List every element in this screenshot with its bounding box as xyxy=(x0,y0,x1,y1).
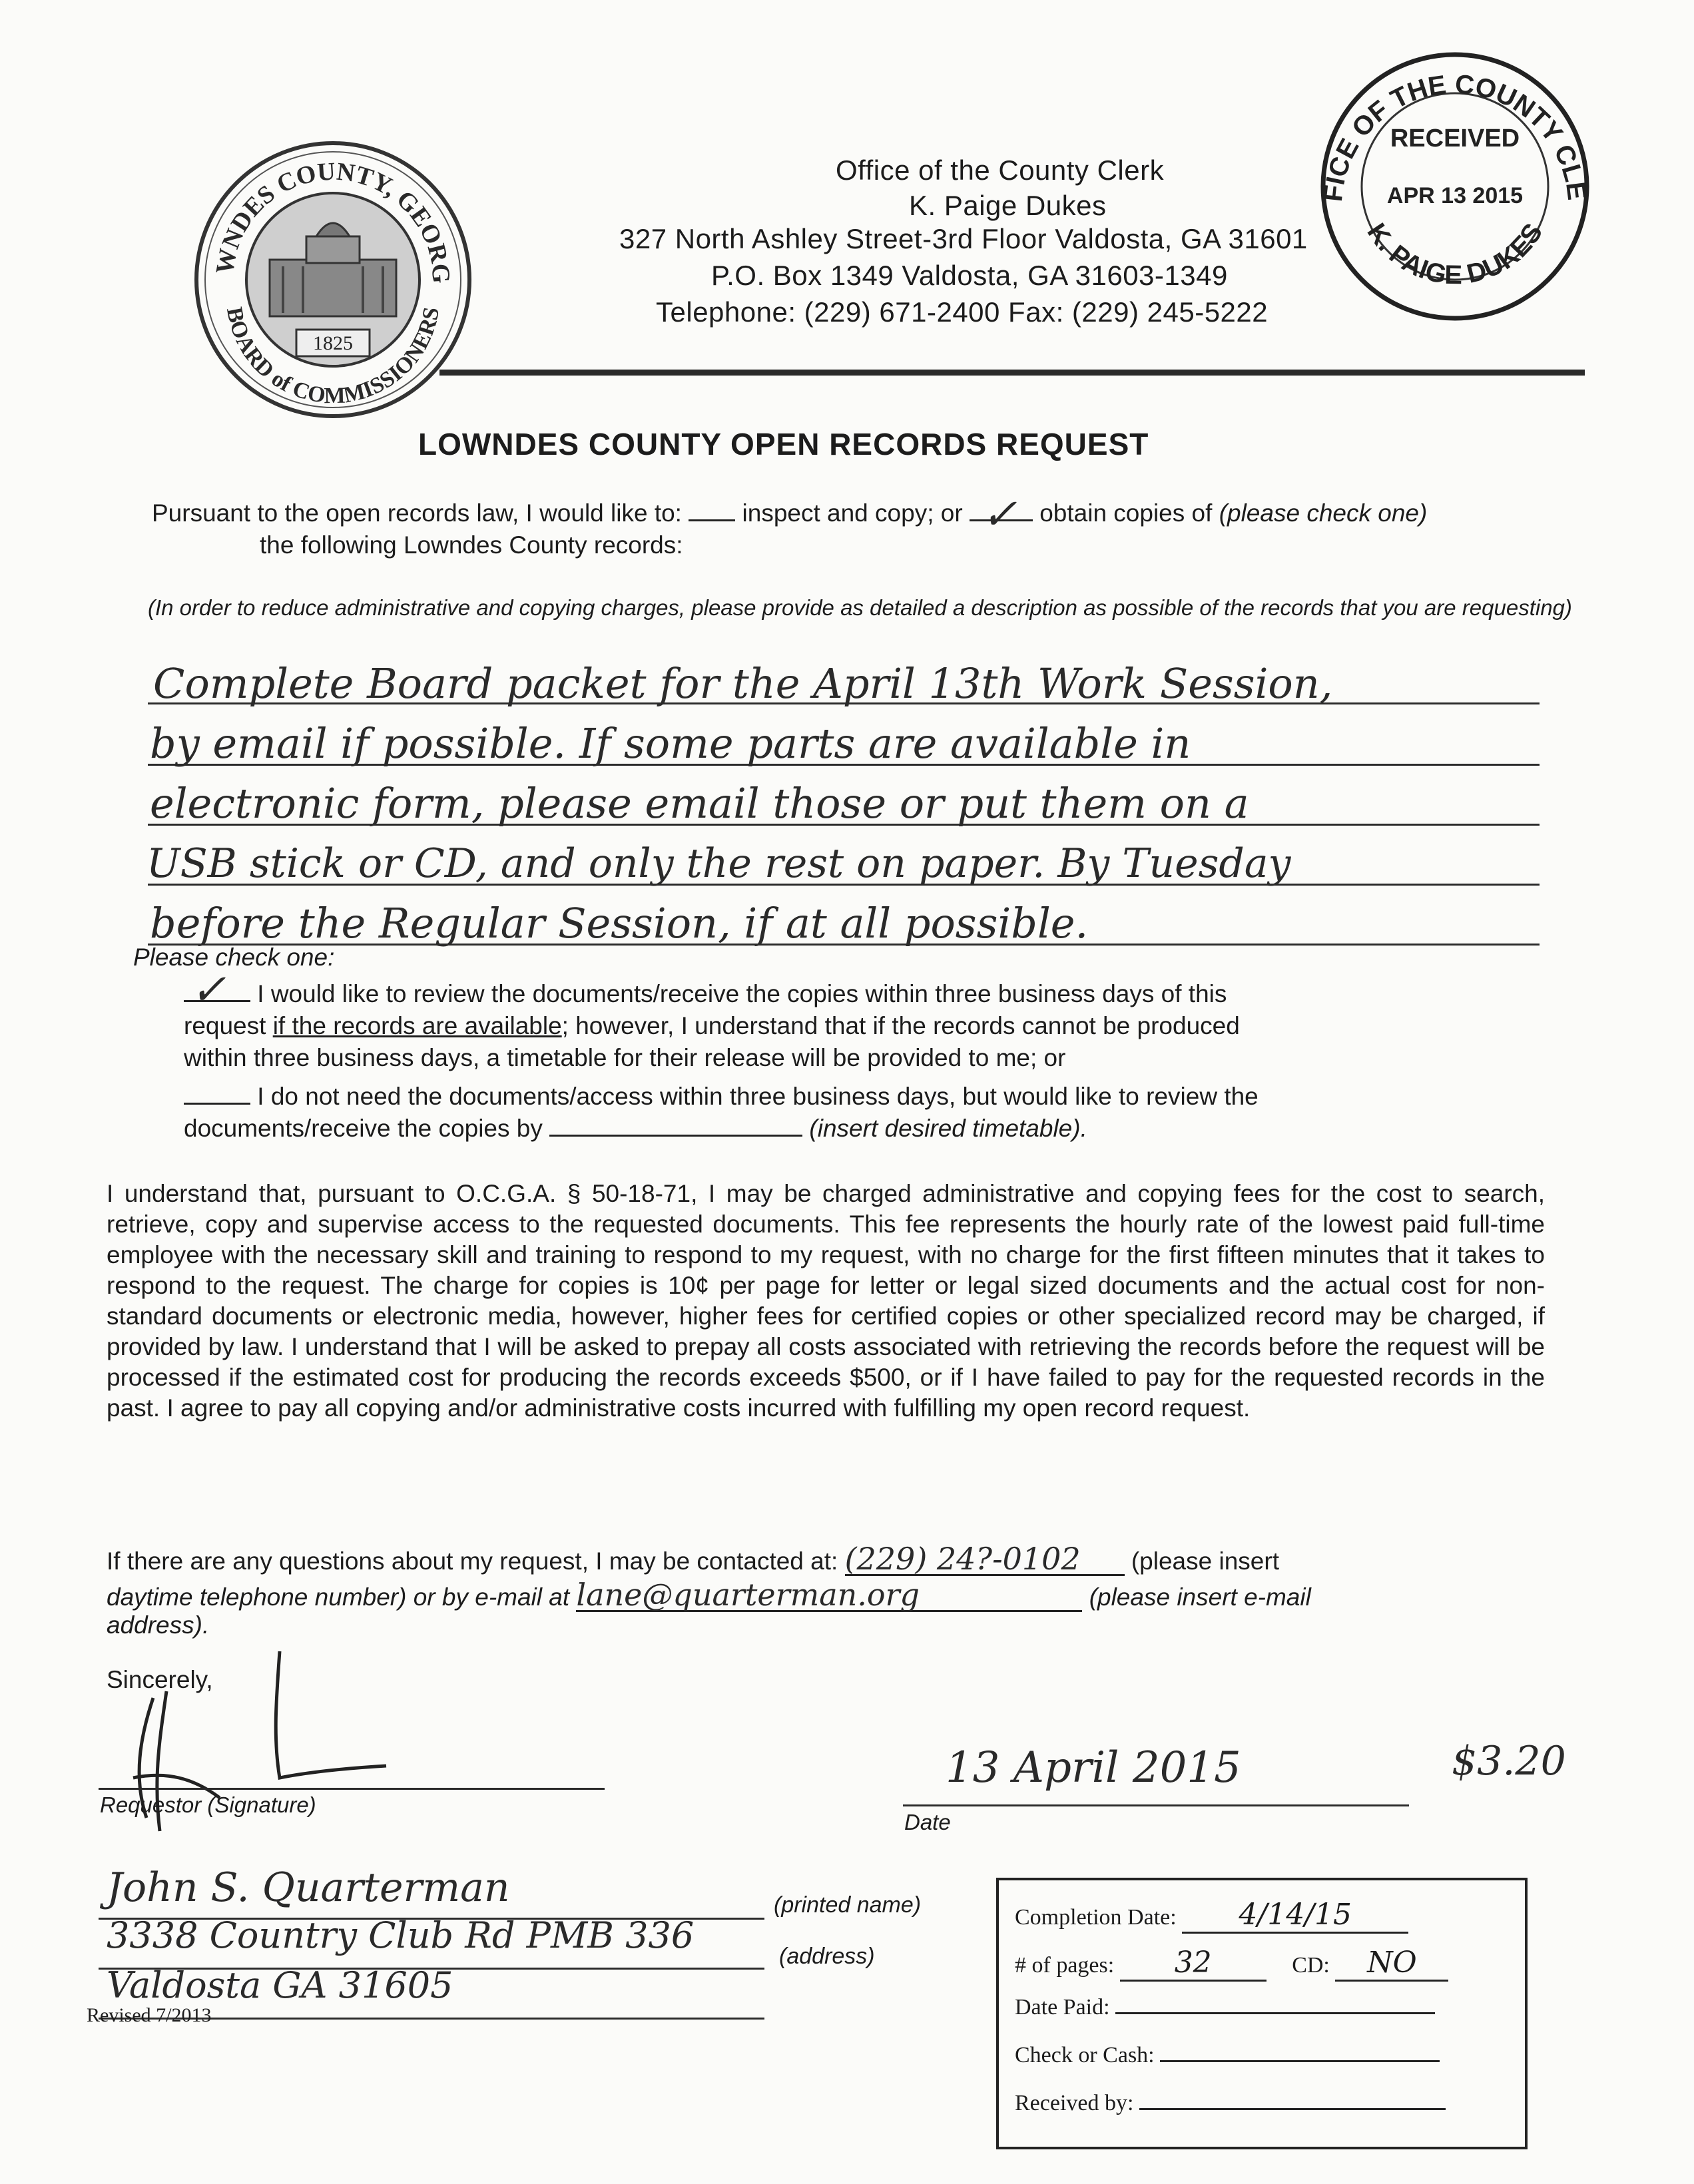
email-field[interactable]: lane@quarterman.org xyxy=(576,1579,1082,1612)
contact-line3: address). xyxy=(107,1611,210,1639)
intro-please-check: (please check one) xyxy=(1219,499,1428,527)
check-mark-icon: ✓ xyxy=(190,965,226,1015)
option1-line2a: request xyxy=(184,1012,266,1039)
request-text-1: Complete Board packet for the April 13th Work Session, xyxy=(153,659,1333,708)
contact-line2-end: (please insert e-mail xyxy=(1089,1583,1311,1611)
stamp-received: RECEIVED xyxy=(1390,125,1520,152)
option2-line2b: (insert desired timetable). xyxy=(809,1115,1087,1142)
legal-paragraph: I understand that, pursuant to O.C.G.A. § 50-18-71, I may be charged administrative and copying fees for the cost to search, retrieve, copy and supervise access to the requested documents. This fee represents the hourly rate of the lowest paid full-time employee with the necessary skill and training to respond to my request, with no charge for the first fifteen minutes that it takes to respond to the request. The charge for copies is 10¢ per page for letter or legal sized documents and the actual cost for non-standard documents or electronic media, however, higher fees for certified copies or other specialized record may be charged, if provided by law. I understand that I will be asked to prepay all costs associated with retrieving the records before the request will be processed if the estimated cost for producing the records exceeds $500, or if I have failed to pay for the requested records in the past. I agree to pay all copying and/or administrative costs incurred with fulfilling my open record request. xyxy=(107,1180,1545,1422)
request-text-4: USB stick or CD, and only the rest on paper. By Tuesday xyxy=(146,840,1291,887)
intro-text: Pursuant to the open records law, I would like to: xyxy=(152,499,682,527)
received-stamp xyxy=(1315,47,1595,326)
instructions: (In order to reduce administrative and copying charges, please provide as detailed a description as possible of the records that you are requesting) xyxy=(148,595,1572,620)
request-text-5: before the Regular Session, if at all possible. xyxy=(150,899,1089,948)
printed-name-label: (printed name) xyxy=(774,1892,922,1918)
check-option-1-line2 xyxy=(184,1011,1240,1041)
completion-date-field[interactable]: 4/14/15 xyxy=(1182,1898,1408,1934)
header-pobox: P.O. Box 1349 Valdosta, GA 31603-1349 xyxy=(711,260,1228,291)
obtain-checkbox[interactable] xyxy=(970,490,1033,539)
cd-field[interactable]: NO xyxy=(1335,1946,1448,1982)
county-seal xyxy=(190,136,476,423)
intro-option-obtain: obtain copies of xyxy=(1039,499,1213,527)
intro-line1 xyxy=(152,490,1428,539)
date-label: Date xyxy=(904,1810,951,1834)
address1-handwritten: 3338 Country Club Rd PMB 336 xyxy=(107,1914,695,1956)
intro-option-inspect: inspect and copy; or xyxy=(742,499,963,527)
header-street: 327 North Ashley Street-3rd Floor Valdosta, GA 31601 xyxy=(619,223,1308,254)
received-by-field[interactable] xyxy=(1139,2108,1446,2110)
option2-line1: I do not need the documents/access within three business days, but would like to review the xyxy=(257,1083,1259,1110)
pages-field[interactable]: 32 xyxy=(1120,1946,1267,1982)
request-text-2: by email if possible. If some parts are available in xyxy=(150,719,1191,768)
header-office: Office of the County Clerk xyxy=(836,154,1165,186)
request-text-3: electronic form, please email those or put them on a xyxy=(150,779,1249,828)
contact-line2 xyxy=(107,1579,1311,1613)
desired-timetable-field[interactable] xyxy=(549,1135,802,1137)
date-paid-label: Date Paid: xyxy=(1015,1995,1110,2020)
svg-text:K. PAIGE DUKES xyxy=(1362,218,1549,290)
header-phone: Telephone: (229) 671-2400 Fax: (229) 245-5222 xyxy=(656,296,1269,328)
received-by-label: Received by: xyxy=(1015,2091,1134,2115)
check-option-2 xyxy=(184,1081,1259,1112)
date-paid-row xyxy=(1015,1995,1435,2020)
date-line[interactable] xyxy=(903,1804,1409,1806)
revised-note: Revised 7/2013 xyxy=(87,2004,212,2026)
option2-line2a: documents/receive the copies by xyxy=(184,1115,543,1142)
option1-line2b: ; however, I understand that if the records cannot be produced xyxy=(561,1012,1240,1039)
check-cash-label: Check or Cash: xyxy=(1015,2043,1155,2067)
stamp-date: APR 13 2015 xyxy=(1386,183,1524,208)
address-label: (address) xyxy=(779,1944,875,1969)
date-handwritten: 13 April 2015 xyxy=(946,1743,1241,1792)
pages-row xyxy=(1015,1946,1448,1982)
page-title: LOWNDES COUNTY OPEN RECORDS REQUEST xyxy=(418,427,1149,461)
contact-line2a: daytime telephone number) or by e-mail at xyxy=(107,1583,570,1611)
office-use-box xyxy=(996,1878,1528,2149)
inspect-checkbox[interactable] xyxy=(689,519,735,521)
not-needed-checkbox[interactable] xyxy=(184,1103,250,1105)
contact-text: If there are any questions about my request, I may be contacted at: xyxy=(107,1547,838,1575)
intro-line2: the following Lowndes County records: xyxy=(260,531,683,559)
address2-handwritten: Valdosta GA 31605 xyxy=(107,1964,453,2006)
contact-line1-end: (please insert xyxy=(1131,1547,1279,1575)
phone-field[interactable]: (229) 24?-0102 xyxy=(845,1543,1125,1576)
three-days-checkbox[interactable] xyxy=(184,965,250,1015)
received-by-row xyxy=(1015,2091,1446,2116)
stamp-top-text: FICE OF THE COUNTY CLE xyxy=(1318,69,1592,203)
check-one-label: Please check one: xyxy=(133,944,335,971)
sincerely: Sincerely, xyxy=(107,1666,213,1693)
pages-label: # of pages: xyxy=(1015,1953,1115,1978)
amount-handwritten: $3.20 xyxy=(1452,1738,1566,1784)
option1-line1: I would like to review the documents/receive the copies within three business days of this xyxy=(257,980,1227,1007)
printed-name-handwritten: John S. Quarterman xyxy=(107,1864,510,1911)
seal-top-text: WNDES COUNTY, GEORG xyxy=(210,157,455,284)
stamp-bottom-text: K. PAIGE DUKES xyxy=(1361,218,1549,290)
header-clerk: K. Paige Dukes xyxy=(909,190,1107,221)
seal-year: 1825 xyxy=(313,332,353,354)
option1-underlined: if the records are available xyxy=(272,1012,562,1039)
completion-label: Completion Date: xyxy=(1015,1905,1177,1930)
seal-bottom-text: BOARD of COMMISSIONERS xyxy=(221,305,445,409)
date-paid-field[interactable] xyxy=(1115,2012,1435,2014)
completion-row xyxy=(1015,1898,1408,1934)
requestor-label: Requestor (Signature) xyxy=(100,1792,316,1817)
check-cash-field[interactable] xyxy=(1160,2060,1440,2062)
cd-label: CD: xyxy=(1292,1953,1330,1978)
check-option-1 xyxy=(184,965,1555,1015)
check-cash-row xyxy=(1015,2043,1440,2068)
header-divider xyxy=(439,370,1585,376)
check-mark-icon: ✓ xyxy=(981,490,1017,539)
contact-line1 xyxy=(107,1543,1279,1577)
option1-line3: within three business days, a timetable for their release will be provided to me; or xyxy=(184,1044,1066,1071)
check-option-2-line2 xyxy=(184,1113,1087,1144)
